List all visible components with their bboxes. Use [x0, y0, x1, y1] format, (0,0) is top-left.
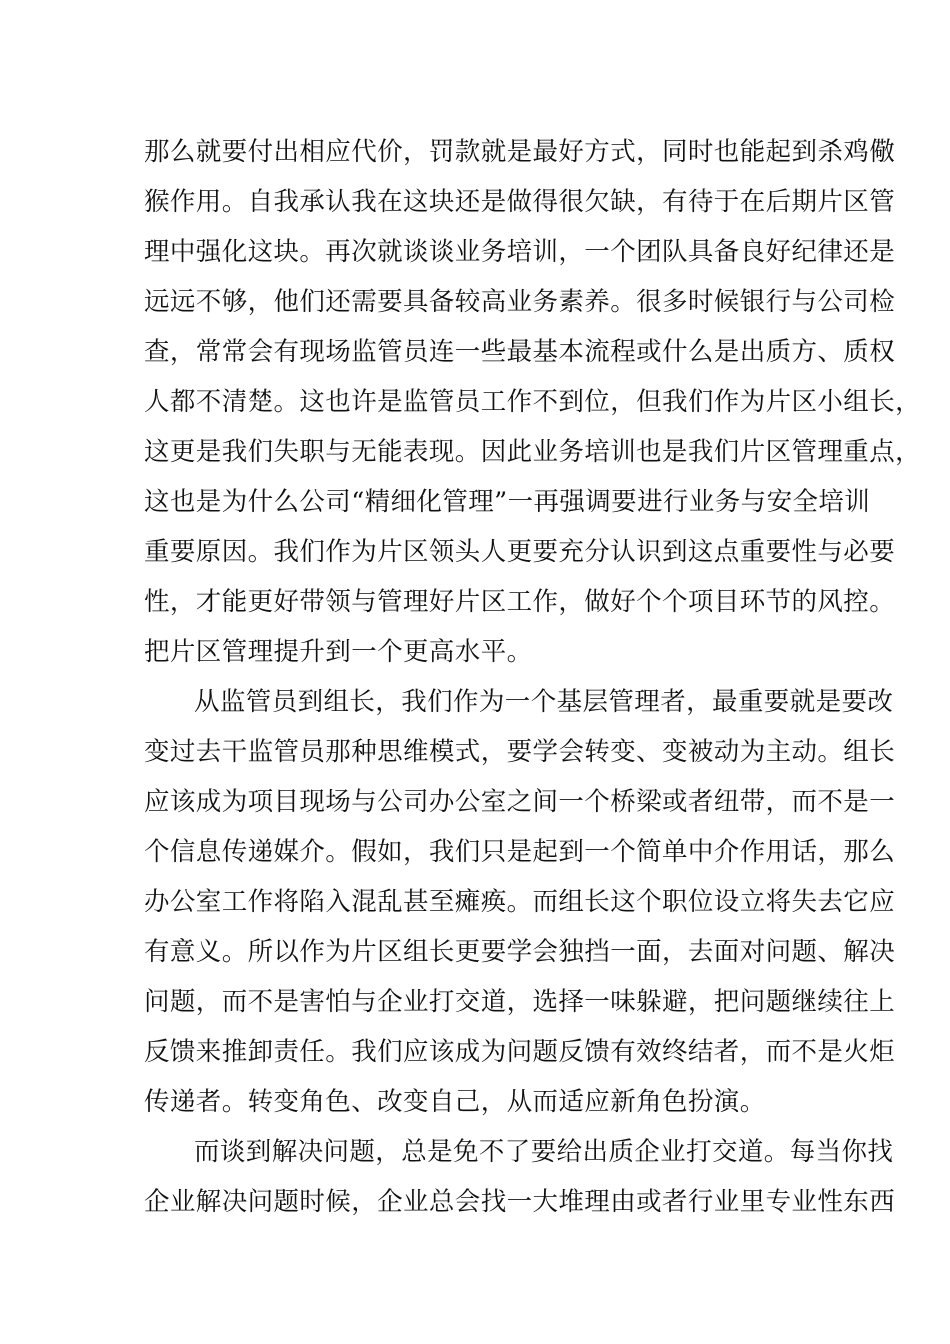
body-text-line: 变过去干监管员那种思维模式，要学会转变、变被动为主动。组长	[144, 737, 896, 767]
body-text-line: 性，才能更好带领与管理好片区工作，做好个个项目环节的风控。	[144, 587, 896, 617]
body-text-line: 问题，而不是害怕与企业打交道，选择一味躲避，把问题继续往上	[144, 987, 896, 1017]
paragraph-first-line: 而谈到解决问题，总是免不了要给出质企业打交道。每当你找	[194, 1137, 894, 1167]
body-text-line: 传递者。转变角色、改变自己，从而适应新角色扮演。	[144, 1087, 766, 1117]
body-text-line: 查，常常会有现场监管员连一些最基本流程或什么是出质方、质权	[144, 337, 896, 367]
body-text-line: 反馈来推卸责任。我们应该成为问题反馈有效终结者，而不是火炬	[144, 1037, 896, 1067]
body-text-line: 这也是为什么公司“精细化管理”一再强调要进行业务与安全培训	[144, 487, 871, 517]
body-text-line: 理中强化这块。再次就谈谈业务培训，一个团队具备良好纪律还是	[144, 237, 896, 267]
body-text-line: 重要原因。我们作为片区领头人更要充分认识到这点重要性与必要	[144, 537, 896, 567]
paragraph-first-line: 从监管员到组长，我们作为一个基层管理者，最重要就是要改	[194, 687, 894, 717]
body-text-line: 把片区管理提升到一个更高水平。	[144, 637, 533, 667]
body-text-line: 办公室工作将陷入混乱甚至瘫痪。而组长这个职位设立将失去它应	[144, 887, 896, 917]
body-text-line: 个信息传递媒介。假如，我们只是起到一个简单中介作用话，那么	[144, 837, 896, 867]
body-text-line: 远远不够，他们还需要具备较高业务素养。很多时候银行与公司检	[144, 287, 896, 317]
body-text-line: 应该成为项目现场与公司办公室之间一个桥梁或者纽带，而不是一	[144, 787, 896, 817]
body-text-line: 有意义。所以作为片区组长更要学会独挡一面，去面对问题、解决	[144, 937, 896, 967]
body-text-line: 那么就要付出相应代价，罚款就是最好方式，同时也能起到杀鸡儆	[144, 137, 896, 167]
body-text-line: 人都不清楚。这也许是监管员工作不到位，但我们作为片区小组长，	[144, 387, 922, 417]
body-text-line: 这更是我们失职与无能表现。因此业务培训也是我们片区管理重点，	[144, 437, 922, 467]
body-text-line: 企业解决问题时候，企业总会找一大堆理由或者行业里专业性东西	[144, 1187, 896, 1217]
body-text-line: 猴作用。自我承认我在这块还是做得很欠缺，有待于在后期片区管	[144, 187, 896, 217]
